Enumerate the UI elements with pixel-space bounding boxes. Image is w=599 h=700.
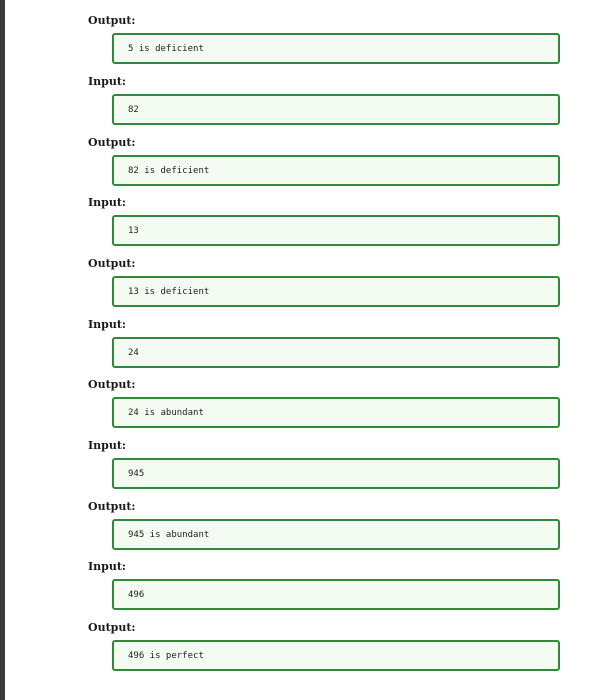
output-block xyxy=(0,2,599,62)
output-label: Output: xyxy=(88,621,136,634)
output-block xyxy=(0,245,599,305)
input-block xyxy=(0,427,599,487)
output-label: Output: xyxy=(88,14,136,27)
output-box xyxy=(112,155,560,186)
input-label: Input: xyxy=(88,318,126,331)
output-block xyxy=(0,124,599,184)
input-label: Input: xyxy=(88,75,126,88)
input-box xyxy=(112,337,560,368)
output-value: 945 is abundant xyxy=(128,530,210,540)
output-label: Output: xyxy=(88,378,136,391)
input-value: 13 xyxy=(128,226,139,236)
output-box xyxy=(112,640,560,671)
input-box xyxy=(112,579,560,610)
output-label: Output: xyxy=(88,136,136,149)
input-value: 945 xyxy=(128,469,145,479)
input-label: Input: xyxy=(88,196,126,209)
input-label: Input: xyxy=(88,560,126,573)
input-block xyxy=(0,184,599,244)
input-block xyxy=(0,306,599,366)
output-label: Output: xyxy=(88,500,136,513)
input-block xyxy=(0,63,599,123)
output-value: 496 is perfect xyxy=(128,651,204,661)
output-box xyxy=(112,519,560,550)
input-block xyxy=(0,548,599,608)
output-value: 24 is abundant xyxy=(128,408,204,418)
output-box xyxy=(112,397,560,428)
output-block xyxy=(0,609,599,669)
input-value: 496 xyxy=(128,590,145,600)
output-value: 82 is deficient xyxy=(128,166,210,176)
output-value: 13 is deficient xyxy=(128,287,210,297)
input-box xyxy=(112,94,560,125)
input-box xyxy=(112,458,560,489)
output-block xyxy=(0,488,599,548)
output-label: Output: xyxy=(88,257,136,270)
input-box xyxy=(112,215,560,246)
output-box xyxy=(112,276,560,307)
output-box xyxy=(112,33,560,64)
input-value: 82 xyxy=(128,105,139,115)
output-value: 5 is deficient xyxy=(128,44,204,54)
output-block xyxy=(0,366,599,426)
input-value: 24 xyxy=(128,348,139,358)
input-label: Input: xyxy=(88,439,126,452)
